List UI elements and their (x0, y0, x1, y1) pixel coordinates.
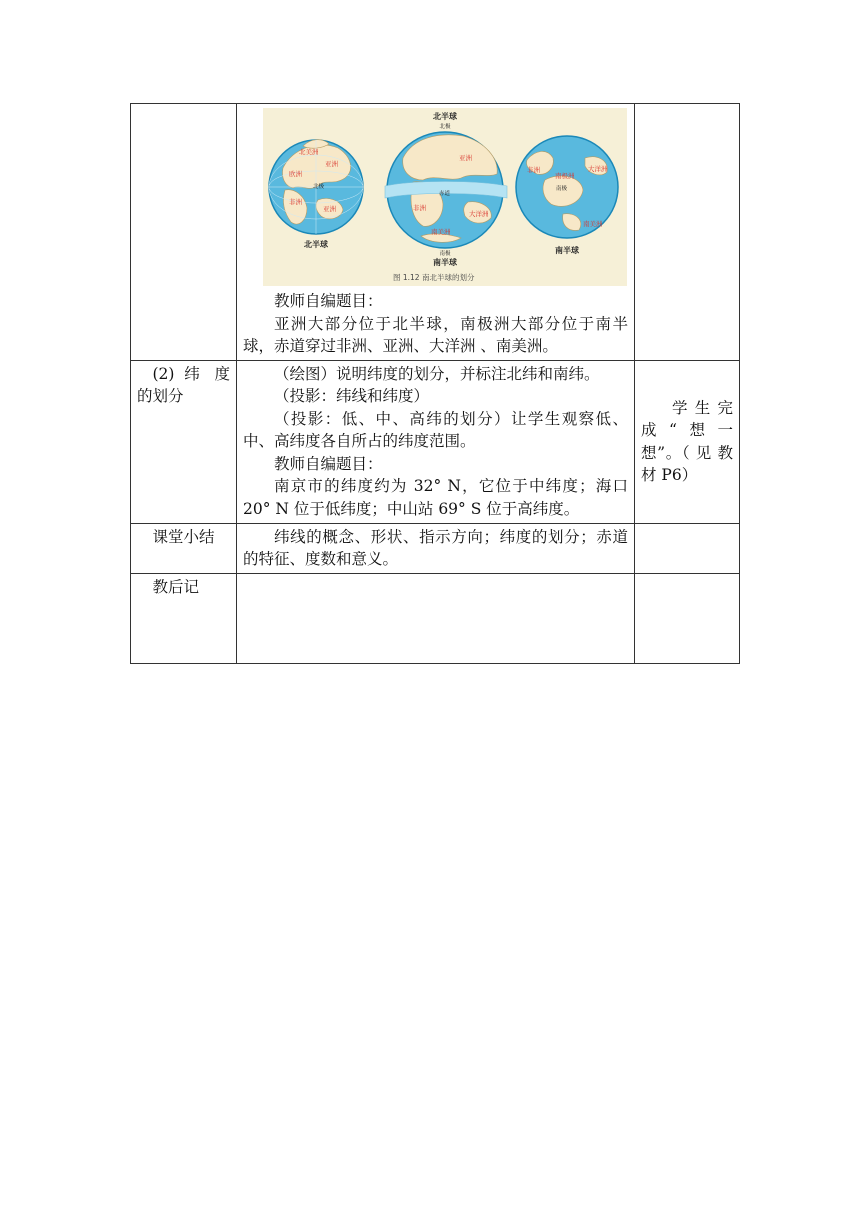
paragraph: 亚洲大部分位于北半球，南极洲大部分位于南半球，赤道穿过非洲、亚洲、大洋洲 、南美洲。 (243, 314, 628, 355)
row1-col3 (635, 104, 740, 361)
label-oceania-mid: 大洋洲 (469, 210, 489, 218)
row2-col1 (131, 360, 237, 523)
row3-col2 (237, 523, 635, 573)
label-africa-mid: 非洲 (413, 204, 426, 212)
label-asia-left-2: 亚洲 (323, 205, 336, 213)
label-south-america-right: 南美洲 (583, 220, 603, 228)
row1-col1 (131, 104, 237, 361)
table-row (131, 573, 740, 663)
label-africa-left: 非洲 (289, 198, 302, 206)
row2-col3 (635, 360, 740, 523)
row1-col2 (237, 104, 635, 361)
label-europe: 欧洲 (289, 170, 302, 178)
label-north-america: 北美洲 (299, 148, 319, 156)
paragraph: 南京市的纬度约为 32° N，它位于中纬度；海口 20° N 位于低纬度；中山站 69° S 位于高纬度。 (243, 477, 628, 518)
label-top-northern: 北半球 (433, 112, 457, 121)
table-row (131, 523, 740, 573)
table-row (131, 104, 740, 361)
row3-col1 (131, 523, 237, 573)
row-heading: 课堂小结 (152, 527, 215, 546)
label-south-america-mid: 南美洲 (431, 228, 451, 236)
row4-col1 (131, 573, 237, 663)
student-task-note: 学生完成“想一想”。（ 见 教 材 P6） (641, 398, 733, 484)
row-heading: 教后记 (152, 577, 200, 596)
label-south-pole-right: 南极 (556, 186, 568, 192)
paragraph: 纬线的概念、形状、指示方向；纬度的划分；赤道的特征、度数和意义。 (243, 527, 628, 568)
hemisphere-figure (263, 108, 627, 286)
label-north-pole: 北极 (439, 124, 451, 130)
label-oceania-right: 大洋洲 (588, 165, 608, 173)
row2-col2 (237, 360, 635, 523)
label-south-pole: 南极 (439, 251, 451, 257)
label-asia-mid: 亚洲 (459, 154, 472, 162)
row-heading: (2) 纬 度的划分 (137, 364, 230, 405)
label-southern-hemisphere-mid: 南半球 (433, 258, 457, 267)
row4-col2 (237, 573, 635, 663)
label-antarctica-right: 南极洲 (555, 172, 575, 180)
paragraph: 教师自编题目： (274, 292, 383, 310)
label-equator: 赤道 (439, 191, 451, 197)
row3-col3 (635, 523, 740, 573)
label-southern-hemisphere-right: 南半球 (555, 246, 579, 255)
table-row (131, 360, 740, 523)
paragraph: （绘图）说明纬度的划分，并标注北纬和南纬。 (274, 364, 600, 383)
label-north-pole-left: 北极 (313, 184, 325, 190)
label-africa-right: 非洲 (527, 166, 540, 174)
figure-caption: 图 1.12 南北半球的划分 (393, 273, 475, 282)
row4-col3 (635, 573, 740, 663)
paragraph: （投影：纬线和纬度） (274, 387, 430, 405)
label-northern-hemisphere-left: 北半球 (304, 240, 328, 249)
paragraph: 教师自编题目： (274, 454, 383, 473)
lesson-plan-table (130, 103, 740, 664)
paragraph: （投影：低、中、高纬的划分）让学生观察低、中、高纬度各自所占的纬度范围。 (243, 409, 628, 450)
label-asia-left: 亚洲 (325, 160, 338, 168)
